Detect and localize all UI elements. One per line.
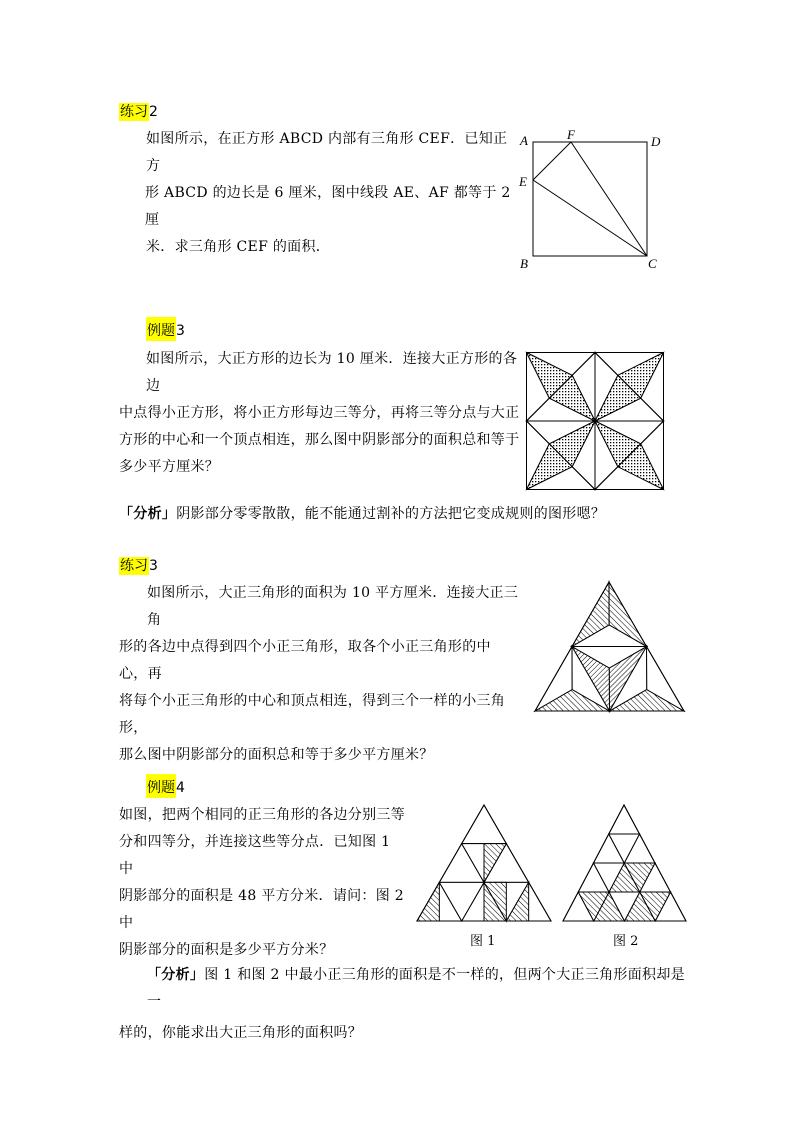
example4-problem <box>119 802 409 964</box>
label-e: E <box>519 174 527 189</box>
figure-2-caption: 图 2 <box>613 934 639 949</box>
figure-2-quarters-triangle <box>562 804 688 922</box>
practice2-problem <box>146 126 511 261</box>
segment-ef <box>533 142 571 180</box>
figure-1-caption: 图 1 <box>470 934 496 949</box>
example4-line-4: 阴影部分的面积是多少平方分米？ <box>119 942 334 958</box>
practice3-line-1: 如图所示，大正三角形的面积为 10 平方厘米．连接大正三角 <box>147 585 519 628</box>
practice3-line-2: 形的各边中点得到四个小正三角形，取各个小正三角形的中心，再 <box>119 639 491 682</box>
practice3-problem <box>119 580 519 769</box>
example3-heading <box>146 322 185 340</box>
square-abcd-figure <box>515 126 675 276</box>
example3-analysis <box>119 501 605 528</box>
practice2-line-1: 如图所示，在正方形 ABCD 内部有三角形 CEF．已知正方 <box>146 131 508 174</box>
example3-analysis-text: 阴影部分零零散散，能不能通过割补的方法把它变成规则的图形嗯？ <box>176 506 606 522</box>
practice3-label-number: 3 <box>149 558 158 574</box>
practice2-line-2: 形 ABCD 的边长是 6 厘米，图中线段 AE、AF 都等于 2 厘 <box>145 185 511 228</box>
figure-1-thirds-triangle <box>416 804 552 922</box>
practice3-line-3: 将每个小正三角形的中心和顶点相连，得到三个一样的小三角形， <box>119 693 506 736</box>
practice2-label-highlight: 练习 <box>120 104 148 120</box>
square-pattern-figure <box>526 352 664 490</box>
practice3-label-highlight: 练习 <box>120 558 148 574</box>
example3-analysis-label: 「分析」 <box>119 506 177 522</box>
example3-label-number: 3 <box>176 323 185 339</box>
example4-label-number: 4 <box>176 780 185 796</box>
example3-problem <box>119 346 524 481</box>
example3-line-3: 方形的中心和一个顶点相连，那么图中阴影部分的面积总和等于 <box>119 432 520 448</box>
example4-label-highlight: 例题 <box>146 774 176 798</box>
example4-analysis <box>119 962 694 1047</box>
example3-line-4: 多少平方厘米？ <box>119 459 220 475</box>
practice3-line-4: 那么图中阴影部分的面积总和等于多少平方厘米？ <box>119 747 434 763</box>
label-c: C <box>648 256 657 271</box>
example3-line-1: 如图所示，大正方形的边长为 10 厘米．连接大正方形的各边 <box>146 351 518 394</box>
example3-line-2: 中点得小正方形，将小正方形每边三等分，再将三等分点与大正 <box>119 405 520 421</box>
small-up-triangle <box>462 805 507 844</box>
example3-label-highlight: 例题 <box>146 317 176 341</box>
label-d: D <box>651 134 661 149</box>
label-f: F <box>567 127 575 142</box>
small-up-triangle <box>609 805 640 834</box>
example4-analysis-label: 「分析」 <box>147 967 205 983</box>
label-a: A <box>520 133 528 148</box>
example4-line-2: 分和四等分，并连接这些等分点．已知图 1 中 <box>119 834 391 877</box>
segment-fc <box>571 142 647 256</box>
label-b: B <box>520 256 528 271</box>
triangle-centers-figure <box>534 580 686 714</box>
practice2-line-3: 米．求三角形 CEF 的面积． <box>146 239 331 255</box>
example4-heading <box>146 779 185 797</box>
segment-ec <box>533 180 647 256</box>
example4-analysis-line-2: 样的，你能求出大正三角形的面积吗？ <box>119 1025 363 1041</box>
practice2-label-number: 2 <box>149 104 158 120</box>
square-abcd <box>533 142 647 256</box>
practice2-heading <box>119 103 158 121</box>
practice3-heading <box>119 557 158 575</box>
example4-analysis-line-1: 图 1 和图 2 中最小正三角形的面积是不一样的，但两个大正三角形面积却是一 <box>147 967 685 1010</box>
example4-line-3: 阴影部分的面积是 48 平方分米．请问：图 2 中 <box>119 888 404 931</box>
example4-line-1: 如图，把两个相同的正三角形的各边分别三等 <box>119 807 405 823</box>
